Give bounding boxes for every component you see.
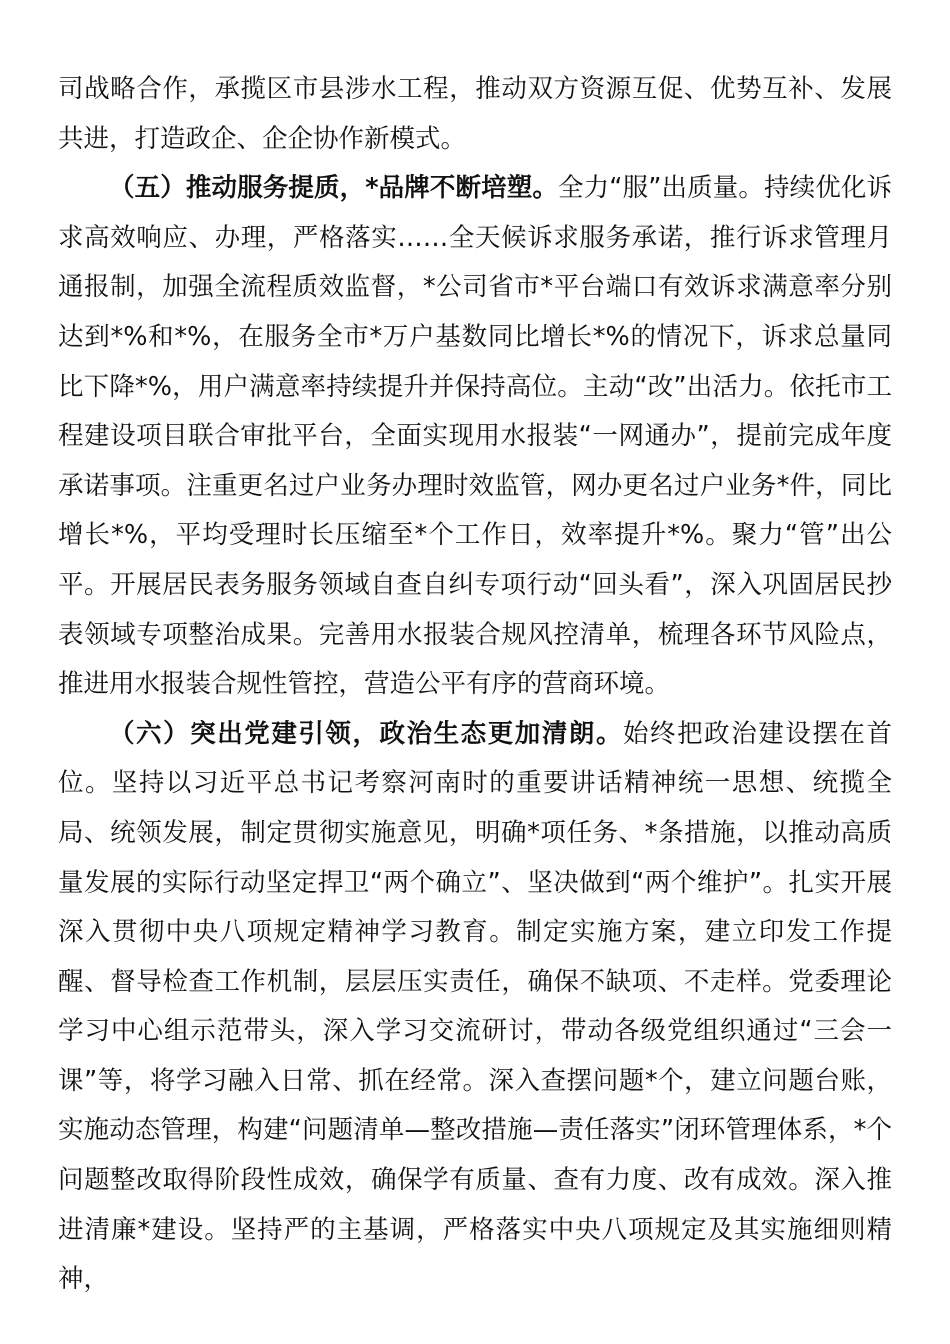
paragraph-continuation (58, 65, 892, 164)
paragraph-body: 司战略合作，承揽区市县涉水工程，推动双方资源互促、优势互补、发展共进，打造政企、企企协作新模式。 (58, 74, 892, 154)
paragraph-section-6 (58, 710, 892, 1305)
section-heading: （六）突出党建引领，政治生态更加清朗。 (109, 718, 623, 749)
paragraph-section-5 (58, 164, 892, 710)
document-page (58, 65, 892, 1305)
section-heading: （五）推动服务提质，*品牌不断培塑。 (109, 173, 558, 204)
paragraph-body: 全力“服”出质量。持续优化诉求高效响应、办理，严格落实……全天候诉求服务承诺，推行诉求管理月通报制，加强全流程质效监督，*公司省市*平台端口有效诉求满意率分别达到*%和*%，在服务全市*万户基数同比增长*%的情况下，诉求总量同比下降*%，用户满意率持续提升并保持高位。主动“改”出活力。依托市工程建设项目联合审批平台，全面实现用水报装“一网通办”，提前完成年度承诺事项。注重更名过户业务办理时效监管，网办更名过户业务*件，同比增长*%，平均受理时长压缩至*个工作日，效率提升*%。聚力“管”出公平。开展居民表务服务领域自查自纠专项行动“回头看”，深入巩固居民抄表领域专项整治成果。完善用水报装合规风控清单，梳理各环节风险点，推进用水报装合规性管控，营造公平有序的营商环境。 (58, 173, 892, 700)
paragraph-body: 始终把政治建设摆在首位。坚持以习近平总书记考察河南时的重要讲话精神统一思想、统揽全局、统领发展，制定贯彻实施意见，明确*项任务、*条措施，以推动高质量发展的实际行动坚定捍卫“两个确立”、坚决做到“两个维护”。扎实开展深入贯彻中央八项规定精神学习教育。制定实施方案，建立印发工作提醒、督导检查工作机制，层层压实责任，确保不缺项、不走样。党委理论学习中心组示范带头，深入学习交流研讨，带动各级党组织通过“三会一课”等，将学习融入日常、抓在经常。深入查摆问题*个，建立问题台账，实施动态管理，构建“问题清单—整改措施—责任落实”闭环管理体系，*个问题整改取得阶段性成效，确保学有质量、查有力度、改有成效。深入推进清廉*建设。坚持严的主基调，严格落实中央八项规定及其实施细则精神， (58, 718, 892, 1295)
